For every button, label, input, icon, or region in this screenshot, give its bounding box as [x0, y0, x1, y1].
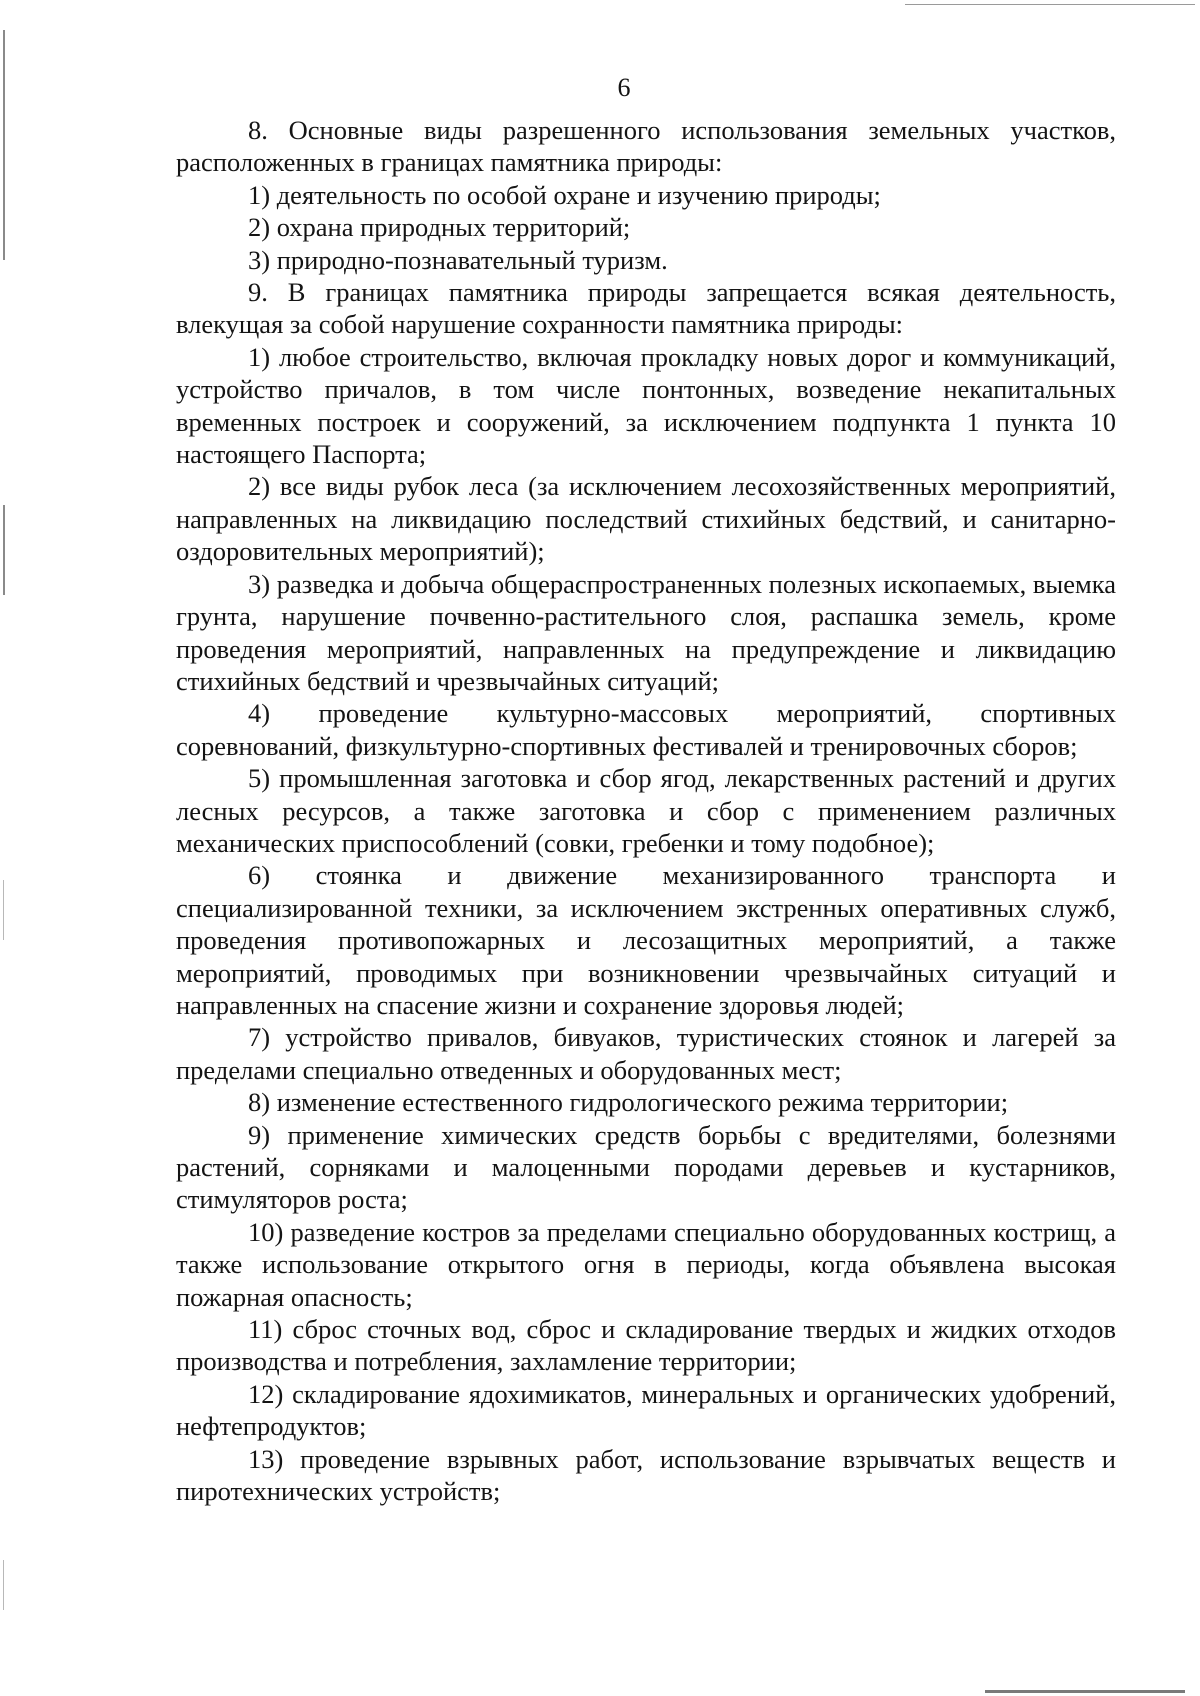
page-number: 6 — [617, 73, 631, 102]
scan-edge-mark — [3, 505, 5, 595]
list-item: 2) все виды рубок леса (за исключением лесохозяйственных мероприятий, направленных на ликвидацию последствий стихийных бедствий, и санитарно-оздоровительных мероприятий); — [176, 471, 1116, 567]
list-item: 9) применение химических средств борьбы с вредителями, болезнями растений, сорняками и малоценными породами деревьев и кустарников, стимуляторов роста; — [176, 1119, 1116, 1215]
list-item: 2) охрана природных территорий; — [248, 212, 631, 243]
list-item: 7) устройство привалов, бивуаков, туристических стоянок и лагерей за пределами специально отведенных и оборудованных мест; — [176, 1022, 1116, 1085]
list-item: 6) стоянка и движение механизированного транспорта и специализированной техники, за исключением экстренных оперативных служб, проведения противопожарных и лесозащитных мероприятий, а также мероприятий, проводимых при возникновении чрезвычайных ситуаций и направленных на спасение жизни и сохранение здоровья людей; — [176, 860, 1116, 1020]
list-item: 11) сброс сточных вод, сброс и складирование твердых и жидких отходов производства и потребления, захламление территории; — [176, 1314, 1116, 1377]
scan-edge-mark — [3, 880, 4, 940]
list-item: 1) любое строительство, включая прокладку новых дорог и коммуникаций, устройство причалов, в том числе понтонных, возведение некапитальных временных построек и сооружений, за исключением подпункта 1 пункта 10 настоящего Паспорта; — [176, 341, 1116, 470]
list-item: 3) природно-познавательный туризм. — [248, 244, 668, 275]
list-item: 8) изменение естественного гидрологического режима территории; — [248, 1087, 1009, 1118]
document-body — [176, 114, 1116, 1507]
scan-edge-mark — [3, 30, 5, 260]
scan-edge-mark — [985, 1690, 1185, 1693]
scan-edge-mark — [905, 4, 1195, 5]
scan-edge-mark — [3, 1560, 4, 1610]
list-item: 13) проведение взрывных работ, использование взрывчатых веществ и пиротехнических устройств; — [176, 1443, 1116, 1507]
list-item: 12) складирование ядохимикатов, минеральных и органических удобрений, нефтепродуктов; — [176, 1378, 1116, 1442]
paragraph-8: 8. Основные виды разрешенного использования земельных участков, расположенных в границах памятника природы: — [176, 115, 1116, 178]
list-item: 10) разведение костров за пределами специально оборудованных кострищ, а также использование открытого огня в периоды, когда объявлена высокая пожарная опасность; — [176, 1216, 1116, 1312]
list-item: 5) промышленная заготовка и сбор ягод, лекарственных растений и других лесных ресурсов, а также заготовка и сбор с применением различных механических приспособлений (совки, гребенки и тому подобное); — [176, 763, 1116, 858]
list-item: 4) проведение культурно-массовых мероприятий, спортивных соревнований, физкультурно-спортивных фестивалей и тренировочных сборов; — [176, 698, 1116, 761]
list-item: 1) деятельность по особой охране и изучению природы; — [248, 179, 881, 210]
paragraph-9: 9. В границах памятника природы запрещается всякая деятельность, влекущая за собой нарушение сохранности памятника природы: — [176, 277, 1116, 340]
list-item: 3) разведка и добыча общераспространенных полезных ископаемых, выемка грунта, нарушение почвенно-растительного слоя, распашка земель, кроме проведения мероприятий, направленных на предупреждение и ликвидацию стихийных бедствий и чрезвычайных ситуаций; — [176, 568, 1116, 696]
